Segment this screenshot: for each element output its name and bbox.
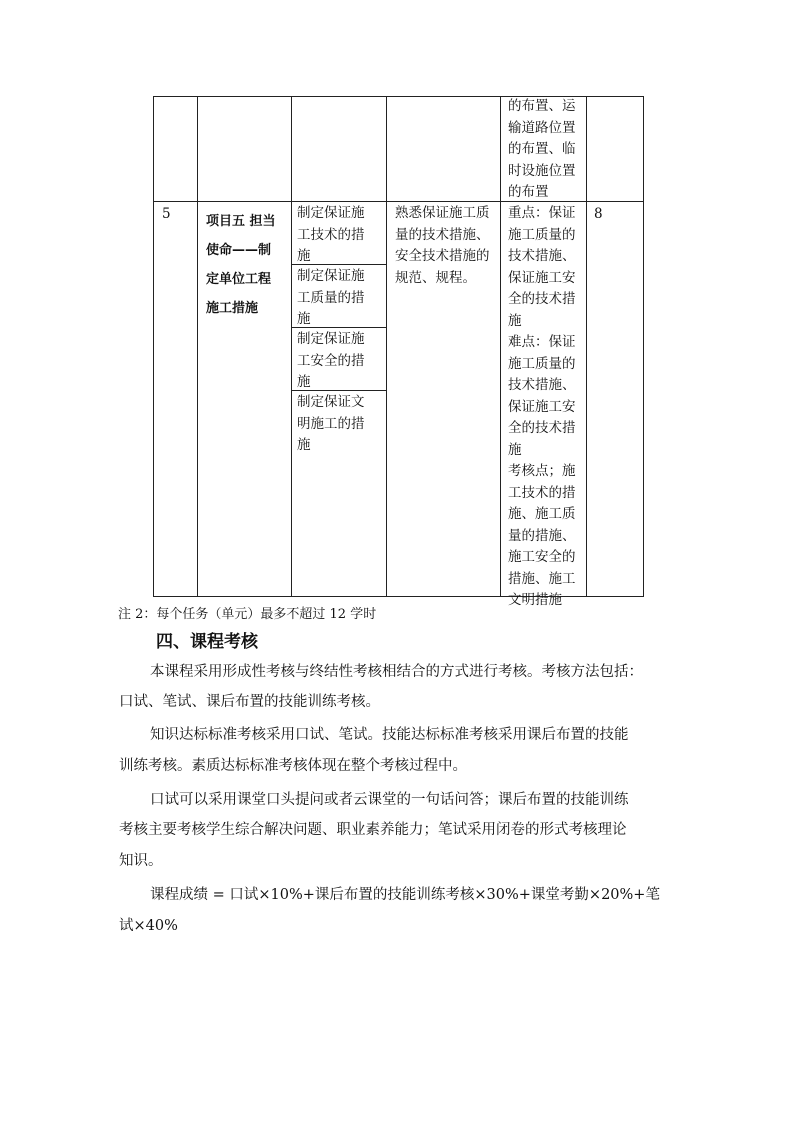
table-column-divider xyxy=(197,97,198,596)
course-content-table xyxy=(153,96,644,608)
section-title: 四、课程考核 xyxy=(156,632,258,652)
paragraph-line: 知识。 xyxy=(119,853,163,869)
objectives: 熟悉保证施工质 量的技术措施、 安全技术措施的 规范、规程。 xyxy=(395,205,490,286)
task-item: 制定保证施 工技术的措 施 xyxy=(297,205,365,264)
paragraph-line: 考核主要考核学生综合解决问题、职业素养能力；笔试采用闭卷的形式考核理论 xyxy=(119,822,627,838)
row-index: 5 xyxy=(162,206,171,222)
paragraph-line: 训练考核。素质达标标准考核体现在整个考核过程中。 xyxy=(119,758,467,774)
table-column-divider xyxy=(291,97,292,596)
task-item: 制定保证施 工质量的措 施 xyxy=(297,268,365,327)
hours: 8 xyxy=(594,206,603,222)
task-item: 制定保证施 工安全的措 施 xyxy=(297,331,365,390)
paragraph-line: 知识达标标准考核采用口试、笔试。技能达标标准考核采用课后布置的技能 xyxy=(150,727,629,743)
table-column-divider xyxy=(586,97,587,596)
paragraph-line: 口试可以采用课堂口头提问或者云课堂的一句话问答；课后布置的技能训练 xyxy=(150,792,629,808)
table-note: 注 2：每个任务（单元）最多不超过 12 学时 xyxy=(118,607,377,622)
table-column-divider xyxy=(386,97,387,596)
task-item: 制定保证文 明施工的措 施 xyxy=(297,394,365,453)
paragraph-line: 课程成绩 = 口试×10%+课后布置的技能训练考核×30%+课堂考勤×20%+笔 xyxy=(150,887,660,903)
key-points-continued: 的布置、运 输道路位置 的布置、临 时设施位置 的布置 xyxy=(508,98,576,200)
key-points: 重点：保证 施工质量的 技术措施、 保证施工安 全的技术措 施 难点：保证 施工质量的 技术措施、 保证施工安 全的技术措 施 考核点；施 工技术的措 施、施工质 量的措施、 施工安全的 措施、施工 文明措施 xyxy=(508,205,576,608)
paragraph-line: 口试、笔试、课后布置的技能训练考核。 xyxy=(119,694,380,710)
paragraph-line: 试×40% xyxy=(119,918,178,934)
paragraph-line: 本课程采用形成性考核与终结性考核相结合的方式进行考核。考核方法包括： xyxy=(150,664,643,680)
table-column-divider xyxy=(500,97,501,596)
project-title: 项目五 担当 使命——制 定单位工程 施工措施 xyxy=(206,214,276,316)
